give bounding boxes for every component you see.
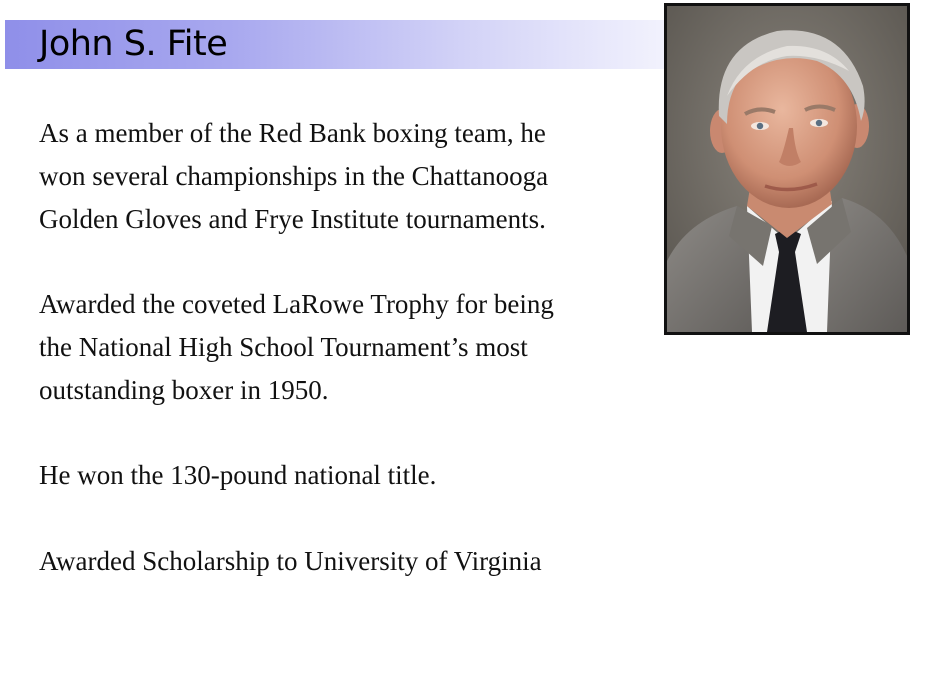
text-line: As a member of the Red Bank boxing team, he bbox=[39, 118, 546, 148]
text-line: won several championships in the Chattanooga bbox=[39, 161, 549, 191]
text-line: He won the 130-pound national title. bbox=[39, 460, 437, 490]
text-line: the National High School Tournament’s most bbox=[39, 332, 528, 362]
paragraph-scholarship bbox=[39, 540, 542, 583]
text-line: Awarded Scholarship to University of Virginia bbox=[39, 546, 542, 576]
title-bar bbox=[5, 20, 665, 69]
portrait-photo bbox=[664, 3, 910, 335]
paragraph-boxing-team bbox=[39, 112, 548, 241]
paragraph-national-title bbox=[39, 454, 436, 497]
page-title: John S. Fite bbox=[39, 24, 228, 64]
text-line: Golden Gloves and Frye Institute tournaments. bbox=[39, 204, 546, 234]
text-line: Awarded the coveted LaRowe Trophy for being bbox=[39, 289, 554, 319]
text-line: outstanding boxer in 1950. bbox=[39, 375, 329, 405]
paragraph-larowe-trophy bbox=[39, 283, 554, 412]
portrait-image bbox=[667, 6, 907, 332]
